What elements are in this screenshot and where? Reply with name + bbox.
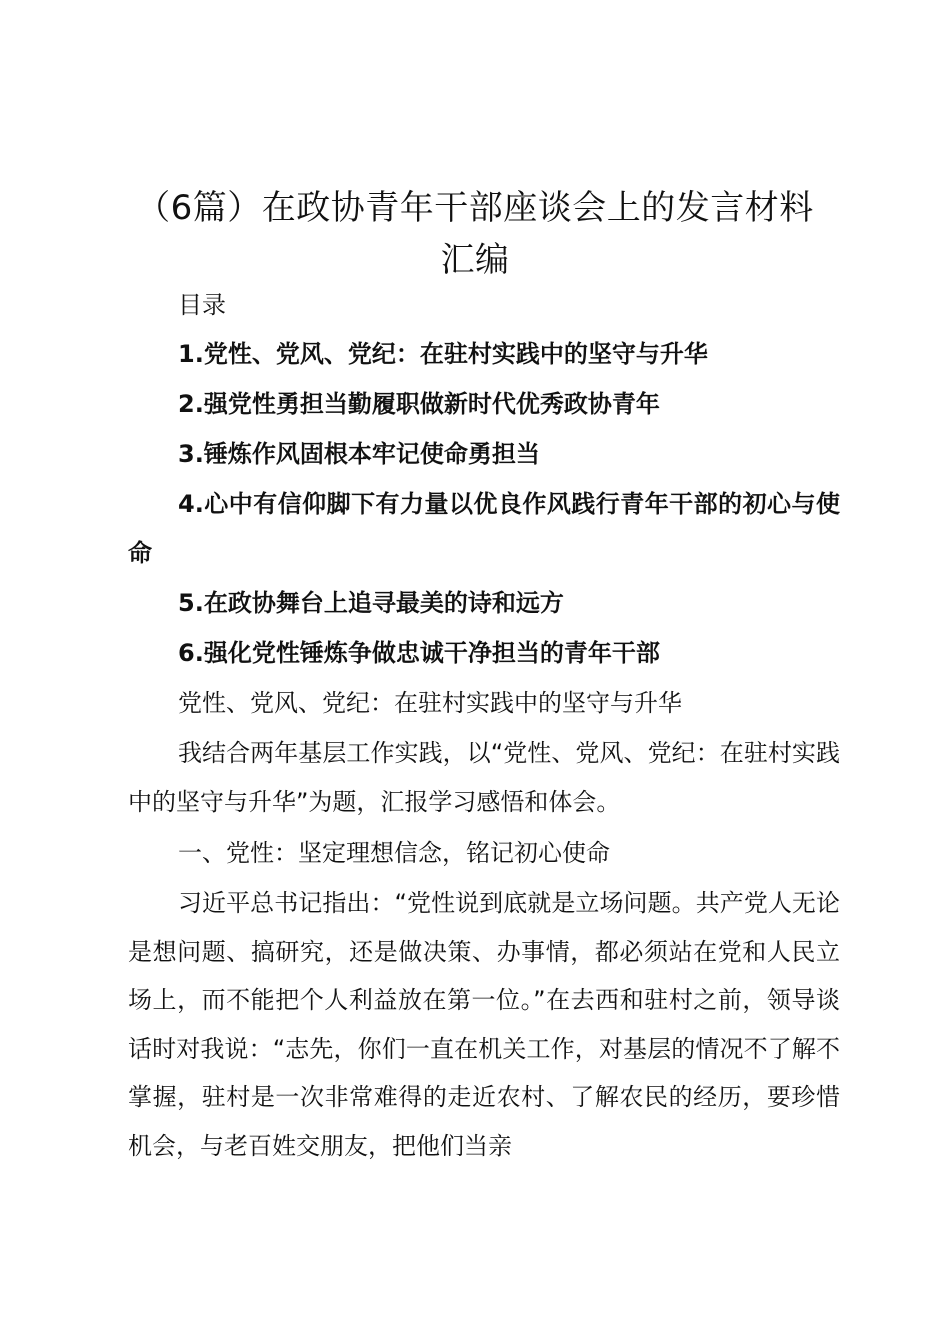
body-paragraph-1: 习近平总书记指出：“党性说到底就是立场问题。共产党人无论是想问题、搞研究，还是做决策、办事情，都必须站在党和人民立场上，而不能把个人利益放在第一位。”在去西和驻村之前，领导谈话时对我说：“志先，你们一直在机关工作，对基层的情况不了解不掌握，驻村是一次非常难得的走近农村、了解农民的经历，要珍惜机会，与老百姓交朋友，把他们当亲 [128, 889, 840, 1160]
toc-item-5: 5.在政协舞台上追寻最美的诗和远方 [178, 589, 564, 617]
document-title: （6篇）在政协青年干部座谈会上的发言材料汇编 [136, 188, 814, 280]
toc-item-3: 3.锤炼作风固根本牢记使命勇担当 [178, 440, 540, 468]
toc-item-2: 2.强党性勇担当勤履职做新时代优秀政协青年 [178, 390, 660, 418]
section-title: 党性、党风、党纪：在驻村实践中的坚守与升华 [178, 689, 682, 717]
toc-item-4: 4.心中有信仰脚下有力量以优良作风践行青年干部的初心与使命 [128, 490, 840, 567]
toc-item-1: 1.党性、党风、党纪：在驻村实践中的坚守与升华 [178, 340, 708, 368]
toc-item-6: 6.强化党性锤炼争做忠诚干净担当的青年干部 [178, 639, 660, 667]
toc-heading: 目录 [178, 291, 226, 319]
intro-paragraph: 我结合两年基层工作实践，以“党性、党风、党纪：在驻村实践中的坚守与升华”为题，汇报学习感悟和体会。 [128, 739, 840, 816]
subheading-1: 一、党性：坚定理想信念，铭记初心使命 [178, 839, 610, 867]
